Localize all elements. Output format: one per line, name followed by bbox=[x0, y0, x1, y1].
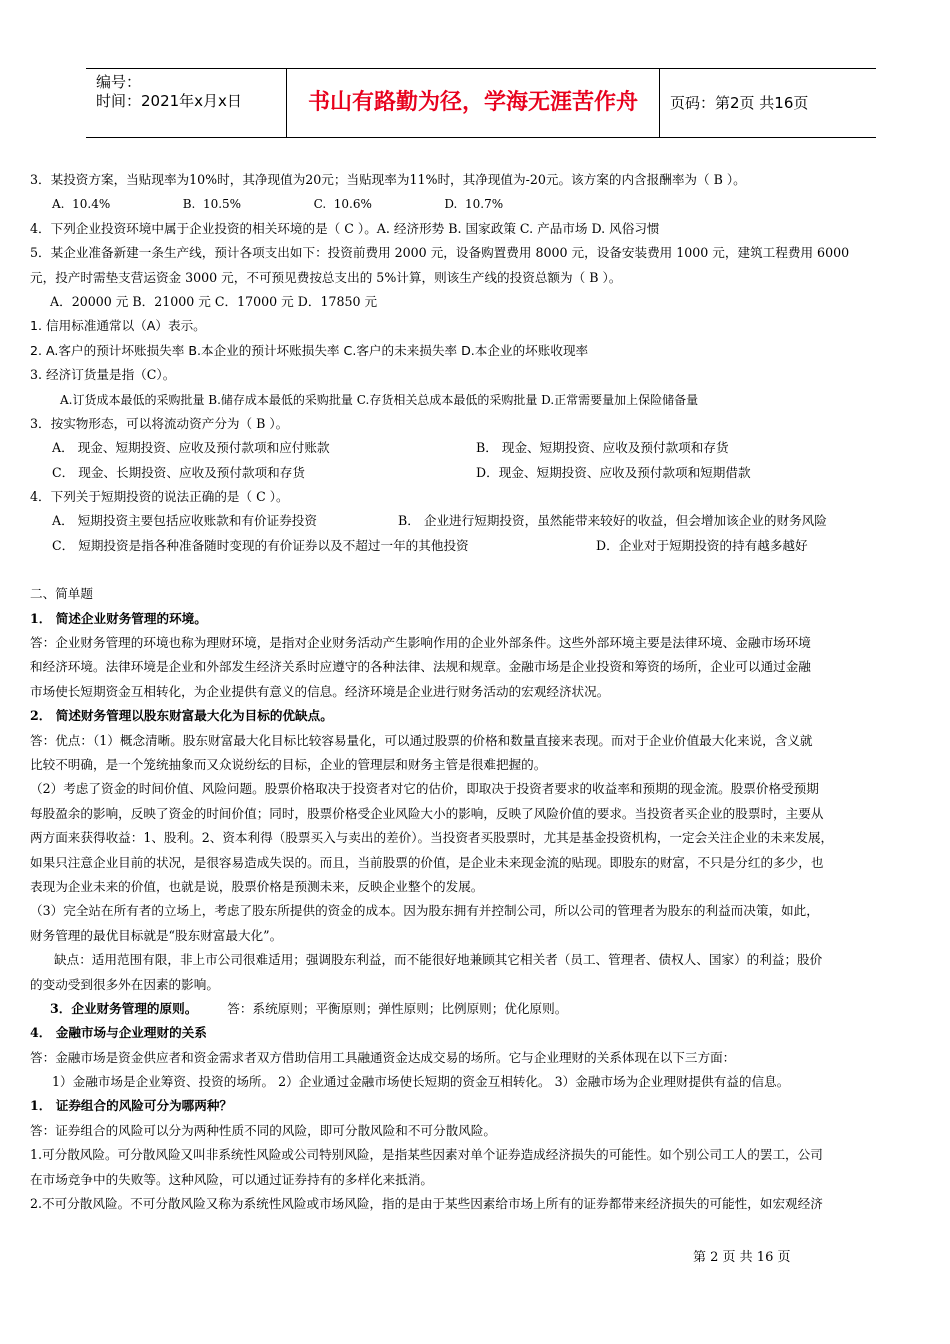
option-b: B． 现金、短期投资、应收及预付款项和存货 bbox=[476, 440, 729, 456]
principles-line bbox=[30, 997, 934, 1021]
option-d: D．现金、短期投资、应收及预付款项和短期借款 bbox=[476, 464, 751, 480]
header-number-label: 编号： bbox=[96, 73, 142, 91]
spacer bbox=[30, 558, 934, 582]
answer-text: 表现为企业未来的价值，也就是说，股票价格是预测未来，反映企业整个的发展。 bbox=[30, 878, 484, 894]
header-motto: 书山有路勤为径，学海无涯苦作舟 bbox=[286, 69, 660, 137]
question-heading: 2． 简述财务管理以股东财富最大化为目标的优缺点。 bbox=[30, 708, 333, 724]
document-body bbox=[30, 168, 934, 1216]
q2-options: 2. A.客户的预计坏账损失率 B.本企业的预计坏账损失率 C.客户的未来损失率 D.本企业的坏账收现率 bbox=[30, 342, 589, 358]
q4-environment: 4．下列企业投资环境中属于企业投资的相关环境的是（ C ）。A. 经济形势 B. 国家政策 C. 产品市场 D. 风俗习惯 bbox=[30, 220, 660, 236]
answer-text: 答：证券组合的风险可以分为两种性质不同的风险，即可分散风险和不可分散风险。 bbox=[30, 1122, 496, 1138]
q4-options-row2 bbox=[30, 534, 934, 558]
answer-text: 如果只注意企业目前的状况，是很容易造成失误的。而且，当前股票的价值，是企业未来现金流的贴现。即股东的财富，不只是分红的多少，也 bbox=[30, 854, 824, 870]
answer-text: 1.可分散风险。可分散风险又叫非系统性风险或公司特别风险，是指某些因素对单个证券造成经济损失的可能性。如个别公司工人的罢工，公司 bbox=[30, 1147, 823, 1163]
answer-text: 2.不可分散风险。不可分散风险又称为系统性风险或市场风险，指的是由于某些因素给市场上所有的证券都带来经济损失的可能性，如宏观经济 bbox=[30, 1196, 823, 1212]
answer-text: 两方面来获得收益：1、股利。2、资本利得（股票买入与卖出的差价）。当投资者买股票时，尤其是基金投资机构，一定会关注企业的未来发展， bbox=[30, 830, 834, 846]
q4-short-term-investment: 4．下列关于短期投资的说法正确的是（ C ）。 bbox=[30, 489, 289, 505]
option-c: C． 现金、长期投资、应收及预付款项和存货 bbox=[52, 464, 305, 480]
answer-text: （3）完全站在所有者的立场上，考虑了股东所提供的资金的成本。因为股东拥有并控制公司，所以公司的管理者为股东的利益而决策，如此， bbox=[30, 903, 819, 919]
answer-text: 在市场竞争中的失败等。这种风险，可以通过证券持有的多样化来抵消。 bbox=[30, 1171, 433, 1187]
answer-text: 每股盈余的影响，反映了资金的时间价值；同时，股票价格受企业风险大小的影响，反映了风险价值的要求。当投资者买企业的股票时，主要从 bbox=[30, 805, 824, 821]
q5-investment-line1: 5．某企业准备新建一条生产线，预计各项支出如下：投资前费用 2000 元，设备购置费用 8000 元，设备安装费用 1000 元，建筑工程费用 6000 bbox=[30, 245, 850, 261]
question-heading: 1． 简述企业财务管理的环境。 bbox=[30, 610, 207, 626]
section-heading: 二、简单题 bbox=[30, 586, 93, 602]
q1-credit-standard: 1. 信用标准通常以（A）表示。 bbox=[30, 318, 206, 334]
header-meta bbox=[86, 69, 286, 137]
question-heading: 4． 金融市场与企业理财的关系 bbox=[30, 1025, 207, 1041]
page-footer: 第 2 页 共 16 页 bbox=[693, 1250, 791, 1265]
q3-eoq: 3. 经济订货量是指（C）。 bbox=[30, 367, 176, 383]
q3-options: A. 10.4% B. 10.5% C. 10.6% D. 10.7% bbox=[52, 197, 504, 212]
answer-text: 财务管理的最优目标就是“股东财富最大化”。 bbox=[30, 927, 283, 943]
answer-text: 答：企业财务管理的环境也称为理财环境，是指对企业财务活动产生影响作用的企业外部条件。这些外部环境主要是法律环境、金融市场环境 bbox=[30, 635, 811, 651]
answer-text: 缺点：适用范围有限，非上市公司很难适用；强调股东利益，而不能很好地兼顾其它相关者（员工、管理者、债权人、国家）的利益；股价 bbox=[54, 952, 823, 968]
answer-text: 答：金融市场是资金供应者和资金需求者双方借助信用工具融通资金达成交易的场所。它与企业理财的关系体现在以下三方面： bbox=[30, 1049, 736, 1065]
header-page-label: 页码：第2页 共16页 bbox=[670, 94, 809, 112]
option-c: C． 短期投资是指各种准备随时变现的有价证券以及不超过一年的其他投资 bbox=[52, 537, 469, 553]
question-heading: 1． 证券组合的风险可分为哪两种？ bbox=[30, 1098, 233, 1114]
answer-text: 答：优点：（1）概念清晰。股东财富最大化目标比较容易量化，可以通过股票的价格和数量直接来表现。而对于企业价值最大化来说，含义就 bbox=[30, 732, 813, 748]
option-b: B． 企业进行短期投资，虽然能带来较好的收益，但会增加该企业的财务风险 bbox=[398, 513, 827, 529]
option-d: D．企业对于短期投资的持有越多越好 bbox=[596, 537, 808, 553]
q3-current-assets: 3．按实物形态，可以将流动资产分为（ B ）。 bbox=[30, 415, 289, 431]
q3-eoq-options: A.订货成本最低的采购批量 B.储存成本最低的采购批量 C.存货相关总成本最低的采购批量 D.正常需要量加上保险储备量 bbox=[60, 392, 699, 407]
question-heading: 3．企业财务管理的原则。 bbox=[50, 1000, 198, 1016]
answer-text: （2）考虑了资金的时间价值、风险问题。股票价格取决于投资者对它的估价，即取决于投资者要求的收益率和预期的现金流。股票价格受预期 bbox=[30, 781, 819, 797]
answer-text: 的变动受到很多外在因素的影响。 bbox=[30, 976, 219, 992]
q5-options: A．20000 元 B．21000 元 C．17000 元 D．17850 元 bbox=[50, 293, 378, 309]
option-a: A． 现金、短期投资、应收及预付款项和应付账款 bbox=[52, 440, 330, 456]
answer-text: 和经济环境。法律环境是企业和外部发生经济关系时应遵守的各种法律、法规和规章。金融市场是企业投资和筹资的场所，企业可以通过金融 bbox=[30, 659, 811, 675]
answer-text: 答：系统原则；平衡原则；弹性原则；比例原则；优化原则。 bbox=[227, 1000, 568, 1016]
page-header bbox=[86, 68, 876, 138]
q3-current-assets-row2 bbox=[30, 461, 934, 485]
answer-text: 1）金融市场是企业筹资、投资的场所。 2）企业通过金融市场使长短期的资金互相转化。 3）金融市场为企业理财提供有益的信息。 bbox=[52, 1074, 790, 1090]
answer-text: 市场使长短期资金互相转化，为企业提供有意义的信息。经济环境是企业进行财务活动的宏观经济状况。 bbox=[30, 683, 610, 699]
q5-investment-line2: 元，投产时需垫支营运资金 3000 元，不可预见费按总支出的 5%计算，则该生产线的投资总额为（ B ）。 bbox=[30, 269, 622, 285]
q3-irr: 3．某投资方案，当贴现率为10%时，其净现值为20元；当贴现率为11%时，其净现值为-20元。该方案的内含报酬率为（ B ）。 bbox=[30, 172, 746, 187]
q4-options-row1 bbox=[30, 509, 934, 533]
answer-text: 比较不明确，是一个笼统抽象而又众说纷纭的目标，企业的管理层和财务主管是很难把握的。 bbox=[30, 756, 547, 772]
q3-current-assets-row1 bbox=[30, 436, 934, 460]
option-a: A． 短期投资主要包括应收账款和有价证券投资 bbox=[52, 513, 317, 529]
header-time-label: 时间：2021年x月x日 bbox=[96, 92, 242, 110]
